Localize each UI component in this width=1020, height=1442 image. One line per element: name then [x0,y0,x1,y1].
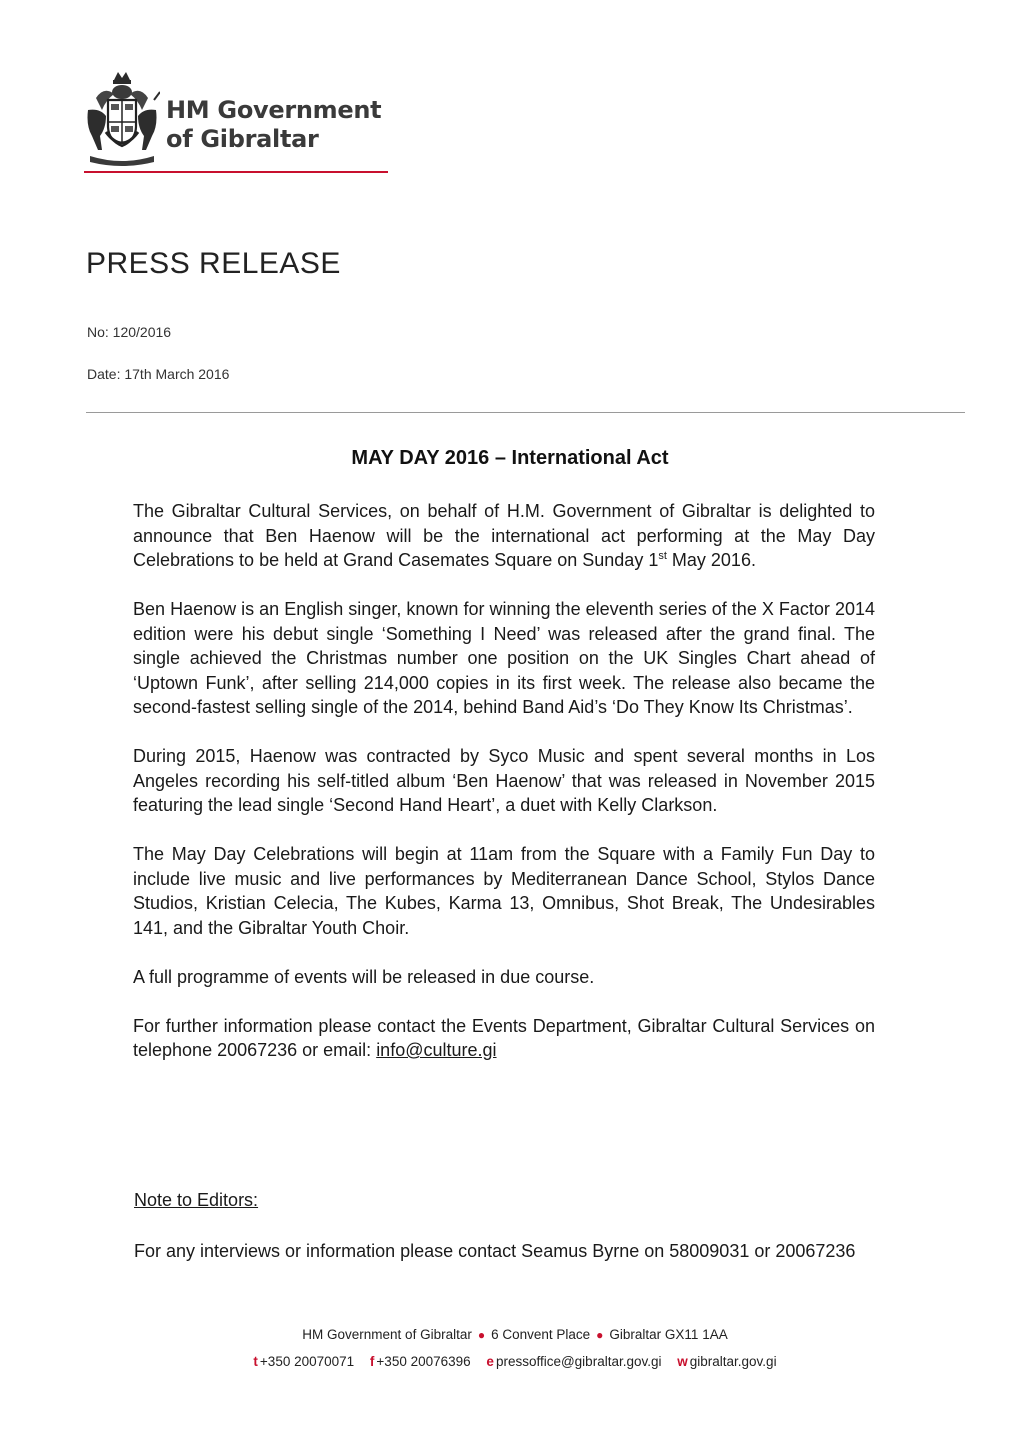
paragraph-contact: For further information please contact the Events Department, Gibraltar Cultural Services on telephone 20067236 or email: info@culture.gi [133,1015,875,1060]
paragraph-event-programme: The May Day Celebrations will begin at 11am from the Square with a Family Fun Day to include live music and live performances by Mediterranean Dance School, Stylos Dance Studios, Kristian Celecia, The Kubes, Karma 13, Omnibus, Shot Break, The Undesirables 141, and the Gibraltar Youth Choir. [133,844,875,938]
note-to-editors-heading: Note to Editors: [134,1190,259,1210]
release-number: No: 120/2016 [87,324,172,340]
telephone-number: +350 20070071 [259,1354,355,1369]
telephone-label: t [253,1354,258,1369]
footer-contacts [0,1354,1020,1369]
web-label: w [677,1354,688,1369]
header-divider [84,171,388,173]
press-release-body [133,499,875,1087]
release-date: Date: 17th March 2016 [87,366,230,382]
bullet-icon: ● [596,1328,604,1342]
paragraph-programme-note: A full programme of events will be released in due course. [133,966,595,987]
footer-website[interactable]: gibraltar.gov.gi [689,1354,777,1369]
footer-email[interactable]: pressoffice@gibraltar.gov.gi [495,1354,662,1369]
footer-address [0,1327,1020,1342]
paragraph-album: During 2015, Haenow was contracted by Syco Music and spent several months in Los Angeles recording his self-titled album ‘Ben Haenow’ that was released in November 2015 featuring the lead single ‘Second Hand Heart’, a duet with Kelly Clarkson. [133,746,875,815]
footer-org: HM Government of Gibraltar [302,1327,472,1342]
organization-name [166,96,381,154]
bullet-icon: ● [477,1328,486,1342]
footer-city: Gibraltar GX11 1AA [609,1327,728,1342]
contact-email-link[interactable]: info@culture.gi [376,1040,497,1060]
email-label: e [486,1354,494,1369]
royal-coat-of-arms-icon [84,70,160,166]
paragraph-announcement: The Gibraltar Cultural Services, on behalf of H.M. Government of Gibraltar is delighted to announce that Ben Haenow will be the international act performing at the May Day Celebrations to be held at Grand Casemates Square on Sunday 1st May 2016. [133,501,875,570]
headline: MAY DAY 2016 – International Act [351,447,669,469]
organization-name-line1: HM Government [166,96,382,124]
document-title: PRESS RELEASE [86,247,341,280]
organization-name-line2: of Gibraltar [166,125,319,153]
note-to-editors-text: For any interviews or information please contact Seamus Byrne on 58009031 or 20067236 [134,1241,856,1261]
fax-number: +350 20076396 [376,1354,471,1369]
fax-label: f [369,1354,375,1369]
footer-street: 6 Convent Place [491,1327,591,1342]
paragraph-artist-bio: Ben Haenow is an English singer, known for winning the eleventh series of the X Factor 2014 edition were his debut single ‘Something I Need’ was released after the grand final. The single achieved the Christmas number one position on the UK Singles Chart ahead of ‘Uptown Funk’, after selling 214,000 copies in its first week. The release also became the second-fastest selling single of the 2014, behind Band Aid’s ‘Do They Know Its Christmas’. [133,599,875,717]
section-divider [86,412,965,413]
